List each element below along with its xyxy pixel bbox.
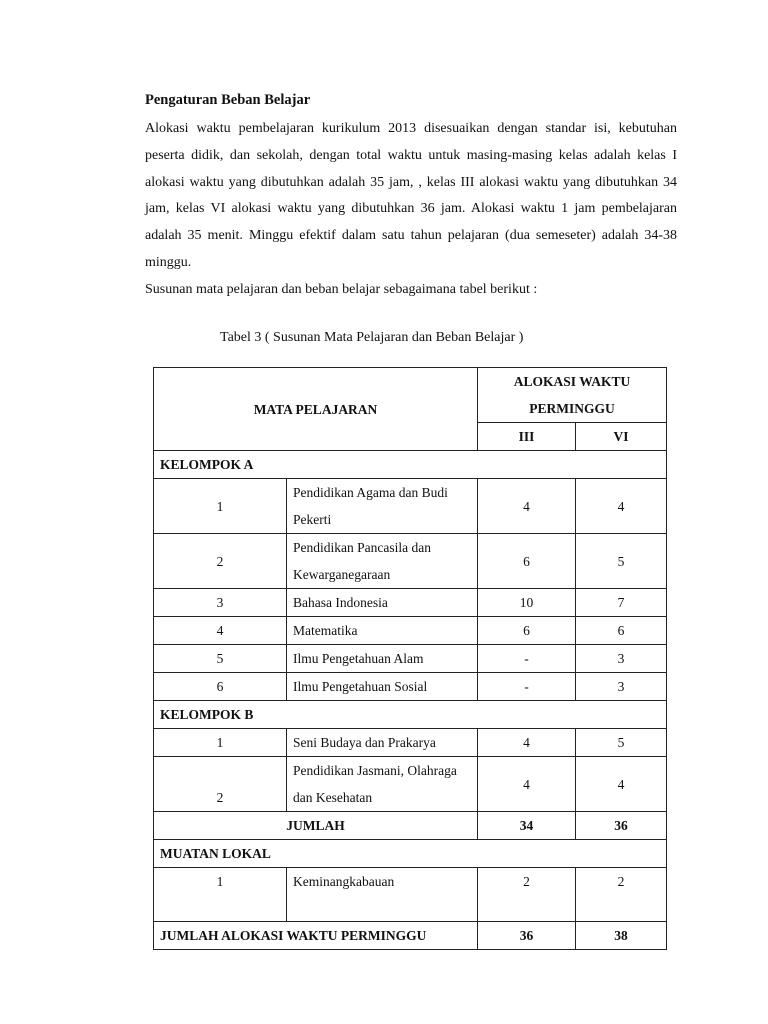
total-iii: 36 [478,922,576,950]
row-hours-vi: 3 [576,673,667,701]
row-hours-vi: 5 [576,534,667,589]
table-row [154,729,667,757]
total-label: JUMLAH ALOKASI WAKTU PERMINGGU [154,922,478,950]
subtotal-iii: 34 [478,812,576,840]
row-number: 3 [154,589,287,617]
row-subject: Pendidikan Pancasila dan Kewarganegaraan [287,534,478,589]
row-hours-iii: 6 [478,617,576,645]
section-heading: Pengaturan Beban Belajar [145,92,311,108]
row-number: 1 [154,479,287,534]
header-allocation: ALOKASI WAKTU PERMINGGU [478,368,667,423]
group-a-label: KELOMPOK A [154,451,667,479]
row-hours-iii: - [478,645,576,673]
row-hours-vi: 4 [576,757,667,812]
row-hours-vi: 3 [576,645,667,673]
row-subject: Matematika [287,617,478,645]
row-number: 6 [154,673,287,701]
header-subject: MATA PELAJARAN [154,368,478,451]
row-hours-iii: - [478,673,576,701]
table-row [154,617,667,645]
row-hours-vi: 5 [576,729,667,757]
row-hours-iii: 2 [478,868,576,922]
local-content-label: MUATAN LOKAL [154,840,667,868]
table-row [154,673,667,701]
row-subject: Pendidikan Agama dan Budi Pekerti [287,479,478,534]
row-subject: Seni Budaya dan Prakarya [287,729,478,757]
row-number: 4 [154,617,287,645]
header-class-vi: VI [576,423,667,451]
table-row [154,757,667,812]
header-class-iii: III [478,423,576,451]
row-hours-iii: 10 [478,589,576,617]
subtotal-label: JUMLAH [154,812,478,840]
row-subject: Keminangkabauan [287,868,478,922]
table-row [154,645,667,673]
row-hours-iii: 4 [478,757,576,812]
row-hours-iii: 4 [478,479,576,534]
row-number: 5 [154,645,287,673]
row-hours-iii: 6 [478,534,576,589]
table-row [154,534,667,589]
row-number: 2 [154,757,287,812]
table-caption: Tabel 3 ( Susunan Mata Pelajaran dan Beban Belajar ) [220,330,524,345]
row-hours-vi: 4 [576,479,667,534]
row-number: 1 [154,729,287,757]
paragraph-intro-table: Susunan mata pelajaran dan beban belajar sebagaimana tabel berikut : [145,282,538,297]
row-hours-iii: 4 [478,729,576,757]
paragraph-allocation: Alokasi waktu pembelajaran kurikulum 2013 disesuaikan dengan standar isi, kebutuhan peserta didik, dan sekolah, dengan total waktu untuk masing-masing kelas adalah kelas I alokasi waktu yang dibutuhkan adalah 35 jam, , kelas III alokasi waktu yang dibutuhkan 34 jam, kelas VI alokasi waktu yang dibutuhkan 36 jam. Alokasi waktu 1 jam pembelajaran adalah 35 menit. Minggu efektif dalam satu tahun pelajaran (dua semeseter) adalah 34-38 minggu. [145,121,677,270]
total-vi: 38 [576,922,667,950]
row-hours-vi: 2 [576,868,667,922]
subtotal-vi: 36 [576,812,667,840]
row-hours-vi: 7 [576,589,667,617]
subtotal-row [154,812,667,840]
total-row [154,922,667,950]
row-subject: Ilmu Pengetahuan Sosial [287,673,478,701]
table-row [154,479,667,534]
row-subject: Bahasa Indonesia [287,589,478,617]
row-subject: Pendidikan Jasmani, Olahraga dan Kesehatan [287,757,478,812]
row-hours-vi: 6 [576,617,667,645]
table-row [154,589,667,617]
row-subject: Ilmu Pengetahuan Alam [287,645,478,673]
table-row [154,868,667,922]
group-b-label: KELOMPOK B [154,701,667,729]
subject-allocation-table [153,367,667,950]
row-number: 2 [154,534,287,589]
row-number: 1 [154,868,287,922]
